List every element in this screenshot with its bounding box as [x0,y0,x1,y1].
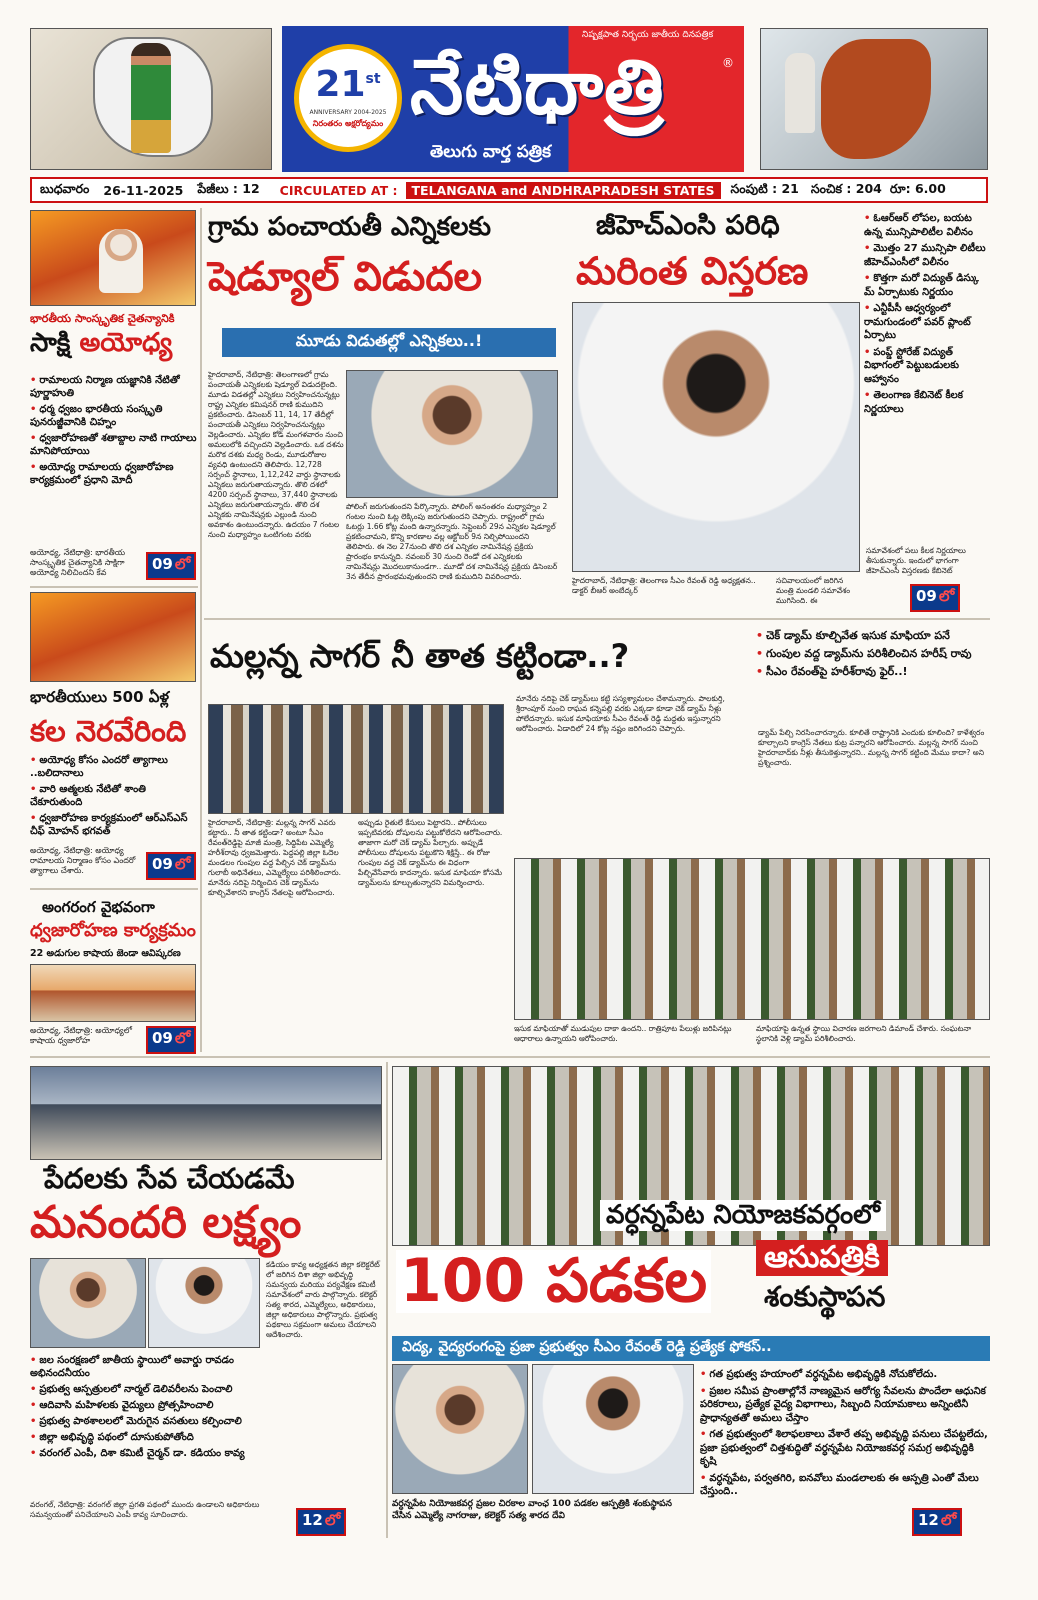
masthead-title-block [282,26,744,172]
page-ref-suffix: లో [174,555,191,573]
hospital-bullet: • వర్ధన్నపేట, పర్వతగిరి, ఐనవోలు మండలాలకు ఈ ఆస్పత్రి ఎంతో మేలు చేస్తుంది.. [700,1472,990,1499]
ghmc-headline-line1: జీహెచ్ఎంసి పరిధి [596,210,780,241]
cabinet-bullet: • మొత్తం 27 మున్సిపా లిటీలు జీహెచ్ఎంసీలో విలీనం [864,242,990,269]
brs-crowd-photo [514,858,990,1020]
anniversary-suffix: st [365,71,381,87]
hospital-page-number: 12 [918,1511,939,1529]
ghmc-headline-line2: మరింత విస్తరణ [576,249,809,293]
ayodhya-caption: అయోధ్య, నేటిధాత్రి: భారతీయ సాంస్కృతిక చైతన్యానికి సాక్షిగా అయోధ్య నిలిచిందని కేవ [30,548,126,577]
disha-bullet: • జిల్లా అభివృద్ధి పథంలో దూసుకుపోతోంది [30,1431,262,1444]
disha-bullet: • ఆదివాసి మహిళలకు వైద్యులు ప్రోత్సహించాలి [30,1399,262,1412]
disha-page-ref [296,1508,346,1536]
modi-figure [99,229,143,293]
ayodhya-page-number: 09 [152,555,173,573]
disha-caption: వరంగల్, నేటిధాత్రి: వరంగల్ జిల్లా ప్రగతి పథంలో ముందు ఉండాలని అధికారులు సమన్వయంతో పనిచేయాలని ఎంపీ కావ్య సూచించారు. [30,1500,260,1519]
dateline-date: 26-11-2025 [103,182,184,198]
mallanna-col3: మానేరు నదిపై చెక్ డ్యామ్‌లు కట్టి సస్యశ్యామలం చేశామన్నారు. పాలకుర్తి, శ్రీరాంపూర్ నుంచి రాఘవ కన్నెపల్లి వరకు ఎక్కడా కూడా చెక్ డ్యామ్ నీళ్లు పోలేదన్నారు. ఇసుక మాఫియాకు సీఎం రేవంత్ రెడ్డి మద్దతు ఇస్తున్నారని ఆరోపించారు. ఏడాదిలో 24 కోట్ల నష్టం జరిగిందని చెప్పారు. [516,694,725,733]
page-ref-suffix: లో [938,587,955,605]
hospital-headline-right2: శంకుస్థాపన [764,1280,886,1313]
statue-figure [785,53,815,133]
dateline-pages: పేజీలు : 12 [197,180,260,196]
panchayat-body-2: పోలింగ్ జరుగుతుందని పేర్కొన్నారు. పోలింగ్ అనంతరం మధ్యాహ్నం 2 గంటల నుంచి ఓట్ల లెక్కింపు జరుగుతుందని చెప్పారు. రాష్ట్రంలో గ్రామ ఓటర్లు 1.66 కోట్ల మంది ఉన్నారన్నారు. సెప్టెంబర్ 29న ఎన్నికల షెడ్యూల్ ప్రకటించామని, కొన్ని కారణాల వల్ల ఆక్టోబర్ 9న నిల్చిపోయిందని తెలిపారు. ఈ నెల 27నుంచి తొలి దశ ఎన్నికల నామినేషన్ల ప్రక్రియ ప్రారంభం కానున్నది. నవంబర్ 30 నుంచి రెండో దశ ఎన్నికలకు నామినేషన్లు మొదలుకానుండగా.. మూడో దశ నామినేషన్ల ప్రక్రియ డిసెంబర్ 3న తేదీన ప్రారంభమవుతుందని రాణి కుముదిని వివరించారు. [346,502,558,581]
cabinet-bullet: • తెలంగాణ కేబినెట్ కీలక నిర్ణయాలు [864,389,990,416]
ayodhya-bullet: • రామాలయ నిర్మాణ యజ్ఞానికి నేటితో పూర్ణాహుతి [30,374,198,400]
ayodhya-headline-part1: సాక్షి [30,328,71,358]
ayodhya-kicker: భారతీయ సాంస్కృతిక చైతన్యానికి [30,312,175,325]
disha-bullet: • ప్రభుత్వ పాఠశాలలలో మెరుగైన వసతులు కల్పించాలి [30,1415,262,1428]
flag-subhead: 22 అడుగుల కాషాయ జెండా ఆవిష్కరణ [30,948,181,959]
disha-bullet: • వరంగల్ ఎంపీ, దిశా కమిటీ చైర్మన్ డా. కడియం కావ్య [30,1447,262,1460]
disha-page-number: 12 [302,1511,323,1529]
left-divider-2 [30,888,198,890]
anniversary-number: 21 [315,64,366,105]
service-headline-line1: పేదలకు సేవ చేయడమే [44,1162,295,1195]
dream-page-number: 09 [152,855,173,873]
masthead-tagline: నిష్పక్షపాత నిర్భయ జాతీయ దినపత్రిక [582,30,714,40]
hospital-page-ref [912,1508,962,1536]
page-ref-suffix: లో [324,1511,341,1529]
election-commissioner-photo [346,370,558,498]
disha-bullets [30,1354,262,1463]
telangana-talli-figure [131,43,171,153]
bhagwat-photo [30,592,196,682]
dateline-issue: సంచిక : 204 [810,180,882,196]
cabinet-bullet: • ఓఆర్ఆర్ లోపల, బయట ఉన్న మున్సిపాలిటీల విలీనం [864,212,990,239]
cabinet-bullet: • ఎన్టీపీసీ ఆధ్వర్యంలో రామగుండంలో పవర్ ప్లాంట్ ఏర్పాటు [864,302,990,343]
masthead-left-illustration [30,28,272,170]
hospital-bullets [700,1368,990,1502]
dream-bullets [30,754,198,841]
harish-bullet: • చెక్ డ్యామ్ కూల్చివేత ఇసుక మాఫియా పనే [756,628,990,643]
dream-caption: అయోధ్య, నేటిధాత్రి: అయోధ్య రామాలయ నిర్మాణం కోసం ఎందరో త్యాగాలు చేశారు. [30,846,136,875]
dream-bullet: • ధ్వజారోహణ కార్యక్రమంలో ఆర్ఎస్ఎస్ చీఫ్ మోహన్ భగవత్ [30,812,198,838]
disha-body: కడియం కావ్య అధ్యక్షతన జిల్లా కలెక్టరేట్ లో జరిగిన దిశా జిల్లా అభివృద్ధి సమన్వయ మరియు పర్యవేక్షణ కమిటీ సమావేశంలో వారు పాల్గొన్నారు. కలెక్టర్ సత్య శారద, ఎమ్మెల్యేలు, అధికారులు, జిల్లా అధికారులు పాల్గొన్నారు. ప్రభుత్వ పథకాలు సక్రమంగా అమలు చేయాలని ఆదేశించారు. [266,1260,380,1339]
cm-revanth-photo [572,302,860,572]
panchayat-headline-line2: షెడ్యూల్ విడుదల [208,254,482,300]
modi-photo [30,210,196,306]
hospital-headline-line1: వర్ధన్నపేట నియోజకవర్గంలో [600,1200,886,1231]
andhra-map-shape [821,39,931,159]
disha-meeting-photo [30,1066,382,1160]
flag-page-ref [146,1026,196,1054]
dream-headline: కల నెరవేరింది [30,714,187,748]
cabinet-bullet: • కొత్తగా మరో విద్యుత్ డిస్కు మ్ ఏర్పాటుకు నిర్ణయం [864,272,990,299]
circulated-states: TELANGANA and ANDHRAPRADESH STATES [406,182,721,199]
circulated-label: CIRCULATED AT : [279,182,398,198]
harish-bullets [756,628,990,682]
ayodhya-headline [30,330,172,357]
horizontal-divider-1 [204,618,990,620]
hospital-bullet: • ప్రజల సమీప ప్రాంతాల్లోనే నాణ్యమైన ఆరోగ్య సేవలను పొందేలా ఆధునిక పరికరాలు, ప్రత్యేక వైద్య విభాగాలు, సిబ్బంది నియామకాలు అన్నింటినీ ప్రాధాన్యతతో అమలు చేస్తాం [700,1385,990,1426]
mallanna-headline: మల్లన్న సాగర్ నీ తాత కట్టిండా..? [210,637,630,675]
dateline-bar [30,177,988,203]
panchayat-banner: మూడు విడుతల్లో ఎన్నికలు..! [222,328,556,357]
hospital-caption: వర్ధన్నపేట నియోజకవర్గ ప్రజల చిరకాల వాంఛ 100 పడకల ఆస్పత్రికి శంకుస్థాపన చేసిన ఎమ్మెల్యే నాగరాజు, కలెక్టర్ సత్య శారద దేవి [392,1499,672,1521]
flag-kicker: అంగరంగ వైభవంగా [42,898,155,916]
kavya-photo [148,1258,260,1348]
ayodhya-page-ref [146,552,196,580]
vertical-divider-left [200,208,202,1052]
mallanna-col4: డ్యామ్ పేల్చి నిరసించారన్నారు. కూలితే రాష్ట్రానికి ఎందుకు కూలింది? కాళేశ్వరం కూల్చాలని కాంగ్రెస్ నేతలు కుట్ర పన్నారని ఆరోపించారు. మల్లన్న సాగర్ నుంచి హైదరాబాద్‌కు నీళ్లు తీసుకెళ్తున్నారని.. మల్లన్న సాగర్ కట్టింది మేము కాదా? అని ప్రశ్నించారు. [758,728,985,767]
harish-bullet: • గుంపుల వద్ద డ్యామ్‌ను పరిశీలించిన హరీష్ రావు [756,646,990,661]
cabinet-bullets [864,212,990,419]
harish-bullet: • సీఎం రేవంత్‌పై హరీశ్‌రావు ఫైర్..! [756,664,990,679]
hospital-bullet: • గత ప్రభుత్వంలో శిలాఫలకాలు వేశారే తప్ప అభివృద్ధి పనులు చేపట్టలేదు, ప్రజా ప్రభుత్వంలో చిత్తశుద్ధితో వర్ధన్నపేట నియోజకవర్గ సమగ్ర అభివృద్ధికి కృషి [700,1428,990,1469]
ayodhya-headline-part2: అయోధ్య [79,328,173,358]
hospital-headline-big: 100 పడకల [396,1250,711,1313]
panchayat-body: హైదరాబాద్, నేటిధాత్రి: తెలంగాణలో గ్రామ పంచాయతీ ఎన్నికలకు షెడ్యూల్ విడుదలైంది. మూడు విడతల్లో ఎన్నికలు నిర్వహించనున్నట్లు రాష్ట్ర ఎన్నికల కమిషనర్ రాణి కుముదిని ప్రకటించారు. డిసెంబర్ 11, 14, 17 తేదీల్లో పంచాయతీ ఎన్నికలు నిర్వహించనున్నట్లు వెల్లడించారు. ఎన్నికల కోడ్ మంగళవారం నుంచి అమలులోకి వచ్చిందని వెల్లడించారు. ఒక దశను మరొక దశకు మధ్య రెండు, మూడురోజుల వ్యవధి ఉంటుందని తెలిపారు. 12,728 సర్పంచ్ స్థానాలు, 1,12,242 వార్డు స్థానాలకు ఎన్నికలు జరుగుతాయన్నారు. తొలి దశలో 4200 సర్పంచ్ స్థానాలు, 37,440 స్థానాలకు ఎన్నికలు జరుగుతాయన్నారు. తొలి దశ ఎన్నికకు నామినేషన్లకు ఎల్లుండి నుంచి అవకాశం ఉంటుందన్నారు. ఉదయం 7 గంటల నుంచి మధ్యాహ్నం ఒంటిగంట వరకు [208,370,344,539]
ghmc-side-text: సమావేశంలో పలు కీలక నిర్ణయాలు తీసుకున్నారు. ఇందులో భాగంగా జీహెచ్ఎంసీ విస్తరణకు కేబినెట్ [866,546,966,575]
kadiyam-photo [30,1258,146,1348]
flag-page-number: 09 [152,1029,173,1047]
dream-page-ref [146,852,196,880]
masthead-subtitle: తెలుగు వార్త పత్రిక [430,142,551,162]
horizontal-divider-2 [30,1056,990,1058]
cabinet-bullet: • పంప్డ్ స్టోరేజ్ విద్యుత్ విభాగంలో పెట్టుబడులకు ఆహ్వానం [864,346,990,387]
page-ref-suffix: లో [940,1511,957,1529]
page-ref-suffix: లో [174,855,191,873]
dream-bullet: • వారి ఆత్మలకు నేటితో శాంతి చేకూరుతుంది [30,783,198,809]
mallanna-bottom1: ఇసుక మాఫియాతో ముడుపుల దాకా ఉందని.. రాత్రిపూట పేలుళ్లు జరిపినట్లు ఆధారాలు ఉన్నాయని ఆరోపించారు. [514,1024,732,1043]
anniversary-subtext: నిరంతరం అక్షరోద్యమం [312,119,384,128]
dream-bullet: • అయోధ్య కోసం ఎందరో త్యాగాలు ..బలిదానాలు [30,754,198,780]
vertical-divider-bottom [386,1062,388,1538]
ghmc-page-ref [910,584,960,612]
dateline-price: రూ: 6.00 [889,180,946,196]
ayodhya-bullet: • ధ్వజారోహణతో శతాబ్దాల నాటి గాయాలు మానిపోయాయి [30,432,198,458]
ayodhya-bullets [30,374,198,490]
hospital-bullet: • గత ప్రభుత్వ హయాంలో వర్ధన్నపేట అభివృద్ధికి నోచుకోలేదు. [700,1368,990,1382]
ghmc-caption-2: సచివాలయంలో జరిగిన మంత్రి మండలి సమావేశం ముగిసింది. ఈ [776,576,851,605]
mla-nagaraju-photo [392,1364,528,1494]
harish-rao-site-photo [208,704,504,814]
dateline-volume: సంపుటి : 21 [730,180,799,196]
collector-speech-photo [532,1364,694,1494]
left-divider-1 [30,586,198,588]
registered-mark: ® [722,56,734,70]
flag-caption: అయోధ్య, నేటిధాత్రి: అయోధ్యలో కాషాయ ధ్వజారోహ [30,1026,132,1045]
dateline-day: బుధవారం [40,180,90,196]
ram-temple-photo [30,964,196,1022]
dream-kicker: భారతీయులు 500 ఏళ్ల [30,688,170,706]
disha-bullet: • ప్రభుత్వ ఆస్పత్రులలో నార్మల్ డెలివరీలను పెంచాలి [30,1383,262,1396]
anniversary-badge [294,44,402,152]
hospital-banner: విద్య, వైద్యరంగంపై ప్రజా ప్రభుత్వం సీఎం రేవంత్ రెడ్డి ప్రత్యేక ఫోకస్.. [392,1336,990,1361]
page-ref-suffix: లో [174,1029,191,1047]
hospital-headline-right1: ఆసుపత్రికి [756,1240,888,1276]
mallanna-bottom2: మాఫియాపై ఉన్నత స్థాయి విచారణ జరగాలని డిమాండ్ చేశారు. సంఘటనా స్థలానికి వెళ్లి డ్యామ్ పరిశీలించారు. [756,1024,972,1043]
anniversary-text: ANNIVERSARY 2004-2025 [309,109,387,116]
newspaper-name: నేటిధాత్రి [410,42,665,131]
flag-headline: ధ్వజారోహణ కార్యక్రమం [30,920,196,941]
ghmc-page-number: 09 [916,587,937,605]
service-headline-line2: మనందరి లక్ష్యం [30,1197,302,1248]
ayodhya-bullet: • అయోధ్య రామాలయ ధ్వజారోహణ కార్యక్రమంలో ప్రధాని మోదీ [30,461,198,487]
mallanna-col2: అప్పుడు రైతులే కేసులు పెట్టారని.. పోలీసులు ఇప్పటివరకు దోషులను పట్టుకోలేదని ఆరోపించారు. తాజాగా మరో చెక్ డ్యామ్ పేల్చారు. అప్పుడే పోలీసులు దోషులను పట్టుకొని శిక్షిస్తే.. ఈ రోజు గుంపుల వద్ద చెక్ డ్యామ్‌ను ఈ విధంగా పేల్చివేసేవారు కాదన్నారు. ఇసుక మాఫియా కోసమే డ్యామ్‌లను కూల్చుతున్నారని విమర్శించారు. [358,818,503,887]
panchayat-headline-line1: గ్రామ పంచాయతీ ఎన్నికలకు [208,212,492,242]
ayodhya-bullet: • ధర్మ ధ్వజం భారతీయ సంస్కృతి పునరుజ్జీవానికి చిహ్నం [30,403,198,429]
ghmc-caption: హైదరాబాద్, నేటిధాత్రి: తెలంగాణ సీఎం రేవంత్ రెడ్డి అధ్యక్షతన.. డాక్టర్ బీఆర్ అంబేద్కర్ [572,576,756,595]
masthead-right-illustration [760,28,988,170]
mallanna-col1: హైదరాబాద్, నేటిధాత్రి: మల్లన్న సాగర్ ఎవరు కట్టారు.. నీ తాత కట్టిండా? అంటూ సీఎం రేవంత్‌రెడ్డిపై మాజీ మంత్రి, సిద్దిపేట ఎమ్మెల్యే హరీశ్‌రావు ధ్వజమెత్తారు. పెద్దపల్లి జిల్లా ఓదెల మండలం గుంపుల వద్ద పేల్చిన చెక్ డ్యామ్‌ను గులాబీ అధినేతలు, ఎమ్మెల్యేలు పరిశీలించారు. మానేరు నదిపై నిర్మించిన చెక్ డ్యామ్‌ను కూల్చివేశారని కాంగ్రెస్ నేతలపై ఆరోపించారు. [208,818,341,897]
disha-bullet: • జల సంరక్షణలో జాతీయ స్థాయిలో అవార్డు రావడం అభినందనీయం [30,1354,262,1380]
